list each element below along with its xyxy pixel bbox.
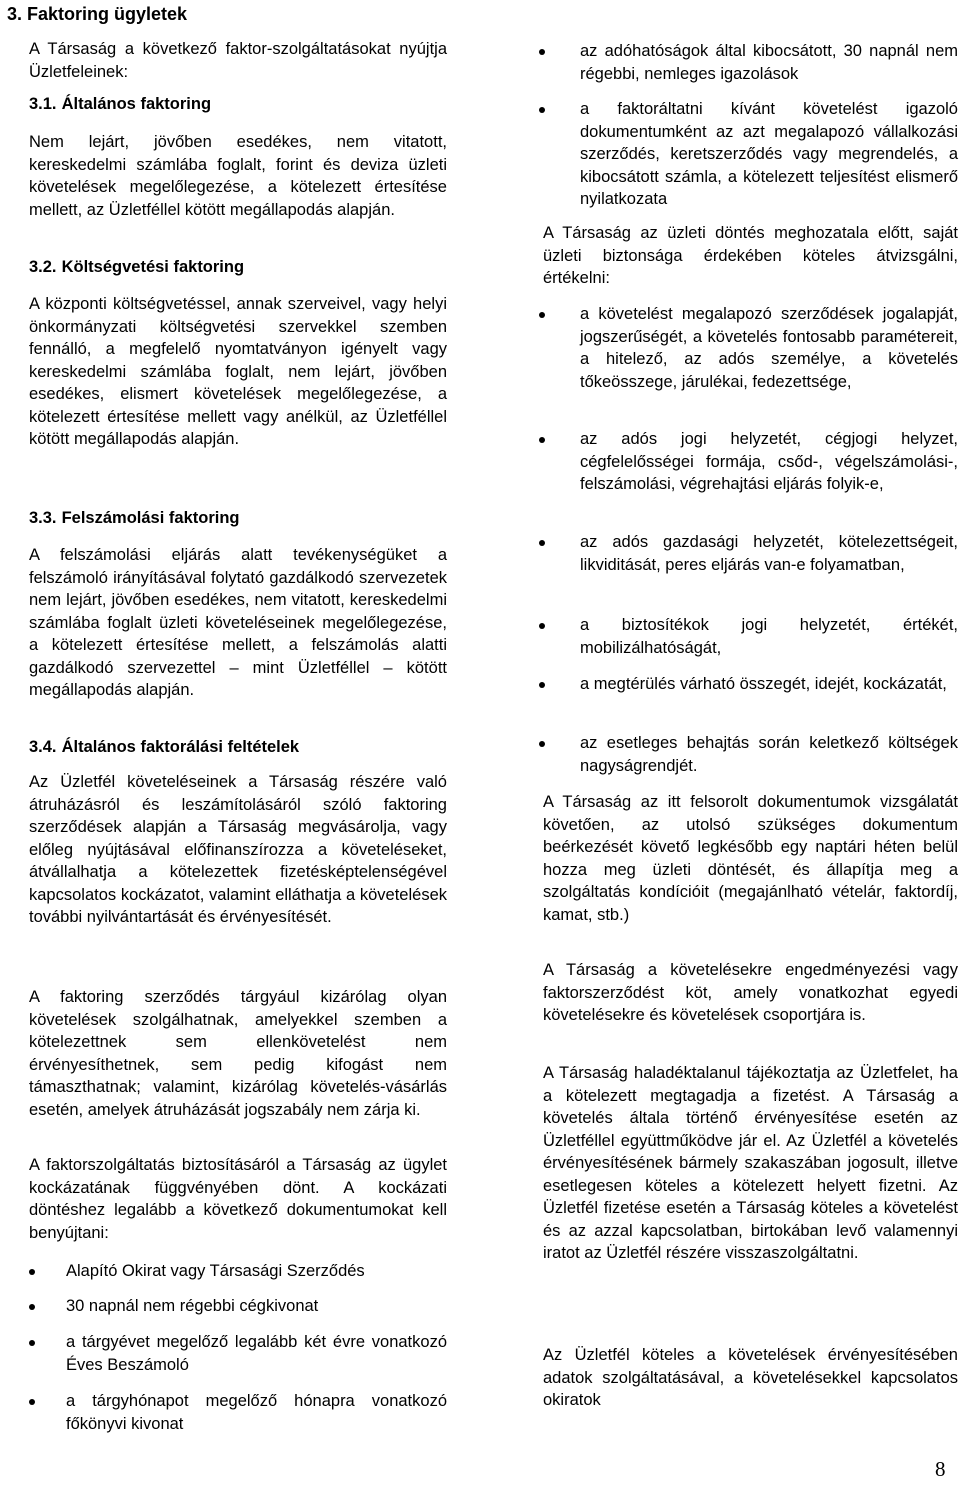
heading-3-2	[29, 256, 244, 279]
heading-number: 3.2.	[29, 258, 57, 276]
bullet-icon	[539, 107, 545, 113]
heading-3-1	[29, 93, 211, 116]
heading-text: Költségvetési faktoring	[61, 258, 245, 276]
heading-text: Általános faktorálási feltételek	[61, 738, 300, 756]
paragraph-3-4-b: A faktoring szerződés tárgyául kizárólag olyan követelések szolgálhatnak, amelyekkel szemben a kötelezettnek sem ellenkövetelést nem érvényesíthetnek, sem pedig kifogást nem támaszthatnak; valamint, kizárólag követelés-vásárlás esetén, amelyek átruházását jogszabály nem zárja ki.	[29, 988, 447, 1119]
paragraph-decision: A Társaság az itt felsorolt dokumentumok vizsgálatát követően, az utolsó szükséges dokumentum beérkezését követő legkésőbb egy naptári héten belül hozza meg üzleti döntését, és állapítja meg a szolgáltatás kondícióit (megajánlható vételár, faktordíj, kamat, stb.)	[543, 793, 958, 924]
paragraph-obligation: Az Üzletfél köteles a követelések érvényesítésében adatok szolgáltatásával, a követelésekkel kapcsolatos okiratok	[543, 1346, 958, 1409]
paragraph-3-4-c: A faktorszolgáltatás biztosításáról a Társaság az ügylet kockázatának függvényében dönt. A kockázati döntéshez legalább a következő dokumentumokat kell benyújtani:	[29, 1156, 447, 1242]
paragraph-notification: A Társaság haladéktalanul tájékoztatja az Üzletfelet, ha a kötelezett megtagadja a fizetést. A Társaság a követelés általa történő érvényesítése esetén az Üzletféllel együttműködve jár el. Az Üzletfél a követelés érvényesítésének bármely szakaszában jogosult, illetve esetlegesen köteles a kötelezett helyett fizetni. Az Üzletfél fizetése esetén a Társaság köteles a követelést és az azzal kapcsolatban, birtokában levő valamennyi iratot az Üzletfél részére visszaszolgáltatni.	[543, 1064, 958, 1262]
paragraph-3-1: Nem lejárt, jövőben esedékes, nem vitatott, kereskedelmi számlába foglalt, forint és deviza üzleti követelések megelőlegezése, a kötelezett értesítése mellett, az Üzletféllel kötött megállapodás alapján.	[29, 133, 447, 219]
paragraph-contract: A Társaság a követelésekre engedményezési vagy faktorszerződést köt, amely vonatkozhat egyedi követelésekre és követelések csoportjára is.	[543, 961, 958, 1024]
section-title: 3. Faktoring ügyletek	[7, 4, 188, 24]
paragraph-3-3: A felszámolási eljárás alatt tevékenységüket a felszámoló irányításával folytató gazdálkodó szervezetek nem lejárt, jövőben esedékes, nem vitatott, kereskedelmi számlába foglalt üzleti követeléseinek megelőlegezése, a kötelezett értesítése mellett, a felszámolás alatti gazdálkodó szervezettel – mint Üzletféllel – kötött megállapodás alapján.	[29, 546, 447, 699]
heading-3-3	[29, 507, 239, 530]
bullet-icon	[539, 682, 545, 688]
bullet-icon	[539, 741, 545, 747]
bullet-icon	[539, 437, 545, 443]
bullet-icon	[539, 312, 545, 318]
paragraph-3-4-a: Az Üzletfél követeléseinek a Társaság részére való átruházásról és leszámítolásáról szóló faktoring szerződések alapján a Társaság megvásárolja, vagy előleg nyújtásával előfinanszírozza a követeléseket, átvállalhatja a kötelezettek fizetésképtelenségével kapcsolatos kockázatot, valamint elláthatja a követelések további nyilvántartását és érvényesítését.	[29, 773, 447, 926]
heading-text: Felszámolási faktoring	[61, 509, 240, 527]
heading-number: 3.3.	[29, 509, 57, 527]
heading-number: 3.1.	[29, 95, 57, 113]
page-number: 8	[935, 1457, 946, 1481]
paragraph-3-2: A központi költségvetéssel, annak szerveivel, vagy helyi önkormányzati költségvetési szervekkel szemben fennálló, a megfelelő nyomtatványon igényelt vagy kereskedelmi számlába foglalt, nem lejárt, jövőben esedékes, elismert követelések megelőlegezése, a kötelezett értesítése mellett vagy anélkül, az Üzletféllel kötött megállapodás alapján.	[29, 295, 447, 448]
heading-number: 3.4.	[29, 738, 57, 756]
bullet-icon	[539, 623, 545, 629]
bullet-icon	[29, 1304, 35, 1310]
bullet-icon	[29, 1269, 35, 1275]
heading-text: Általános faktoring	[61, 95, 212, 113]
bullet-icon	[539, 49, 545, 55]
bullet-icon	[539, 540, 545, 546]
bullet-icon	[29, 1340, 35, 1346]
intro-paragraph: A Társaság a következő faktor-szolgáltatásokat nyújtja Üzletfeleinek:	[29, 40, 447, 81]
heading-3-4	[29, 736, 299, 759]
paragraph-review-intro: A Társaság az üzleti döntés meghozatala előtt, saját üzleti biztonsága érdekében köteles átvizsgálni, értékelni:	[543, 224, 958, 287]
bullet-icon	[29, 1399, 35, 1405]
